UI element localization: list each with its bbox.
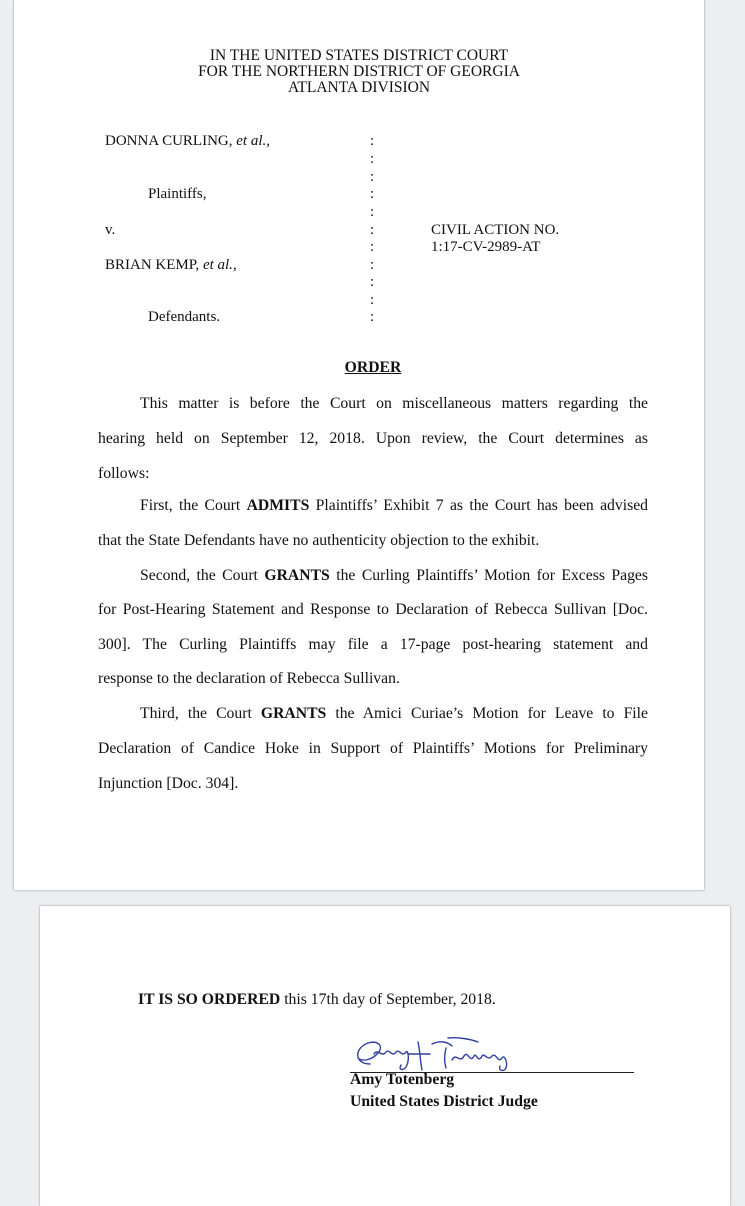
caption-colon: : [370,204,375,220]
caption-colon: : [370,309,375,325]
paragraph-3-line-1: Second, the Court GRANTS the Curling Plaintiffs’ Motion for Excess Pages [140,567,648,584]
court-heading-line-2: FOR THE NORTHERN DISTRICT OF GEORGIA [198,63,520,80]
paragraph-3-line-2: for Post-Hearing Statement and Response to Declaration of Rebecca Sullivan [Doc. [98,601,648,618]
caption-colon: : [370,151,375,167]
plaintiff-party: DONNA CURLING, et al., [105,133,270,149]
paragraph-3-line-3: 300]. The Curling Plaintiffs may file a 17-page post-hearing statement and [98,636,648,653]
caption-colon: : [370,274,375,290]
paragraph-1-line-2: hearing held on September 12, 2018. Upon review, the Court determines as [98,430,648,447]
so-ordered-line: IT IS SO ORDERED this 17th day of September, 2018. [138,991,496,1008]
document-page-2 [40,906,730,1206]
caption-colon: : [370,222,375,238]
caption-colon: : [370,257,375,273]
versus-label: v. [105,222,116,238]
paragraph-1-line-1: This matter is before the Court on miscellaneous matters regarding the [140,395,648,412]
caption-colon: : [370,239,375,255]
case-number: 1:17-CV-2989-AT [431,239,541,255]
judge-title: United States District Judge [350,1093,538,1110]
plaintiffs-label: Plaintiffs, [148,186,207,202]
paragraph-4-line-2: Declaration of Candice Hoke in Support of Plaintiffs’ Motions for Preliminary [98,740,648,757]
defendants-label: Defendants. [148,309,221,325]
paragraph-4-line-3: Injunction [Doc. 304]. [98,775,239,792]
order-title: ORDER [344,359,402,376]
paragraph-4-line-1: Third, the Court GRANTS the Amici Curiae’s Motion for Leave to File [140,705,648,722]
document-page-1 [14,0,704,890]
paragraph-3-line-4: response to the declaration of Rebecca Sullivan. [98,670,400,687]
paragraph-2-line-1: First, the Court ADMITS Plaintiffs’ Exhibit 7 as the Court has been advised [140,497,648,514]
judge-signature [348,1034,528,1076]
paragraph-1-line-3: follows: [98,465,150,482]
caption-colon: : [370,169,375,185]
judge-name: Amy Totenberg [350,1071,455,1088]
defendant-party: BRIAN KEMP, et al., [105,257,237,273]
court-heading-line-1: IN THE UNITED STATES DISTRICT COURT [209,47,509,64]
caption-colon: : [370,186,375,202]
case-number-label: CIVIL ACTION NO. [431,222,560,238]
caption-colon: : [370,292,375,308]
paragraph-2-line-2: that the State Defendants have no authenticity objection to the exhibit. [98,532,540,549]
court-heading-line-3: ATLANTA DIVISION [287,79,431,96]
caption-colon: : [370,133,375,149]
